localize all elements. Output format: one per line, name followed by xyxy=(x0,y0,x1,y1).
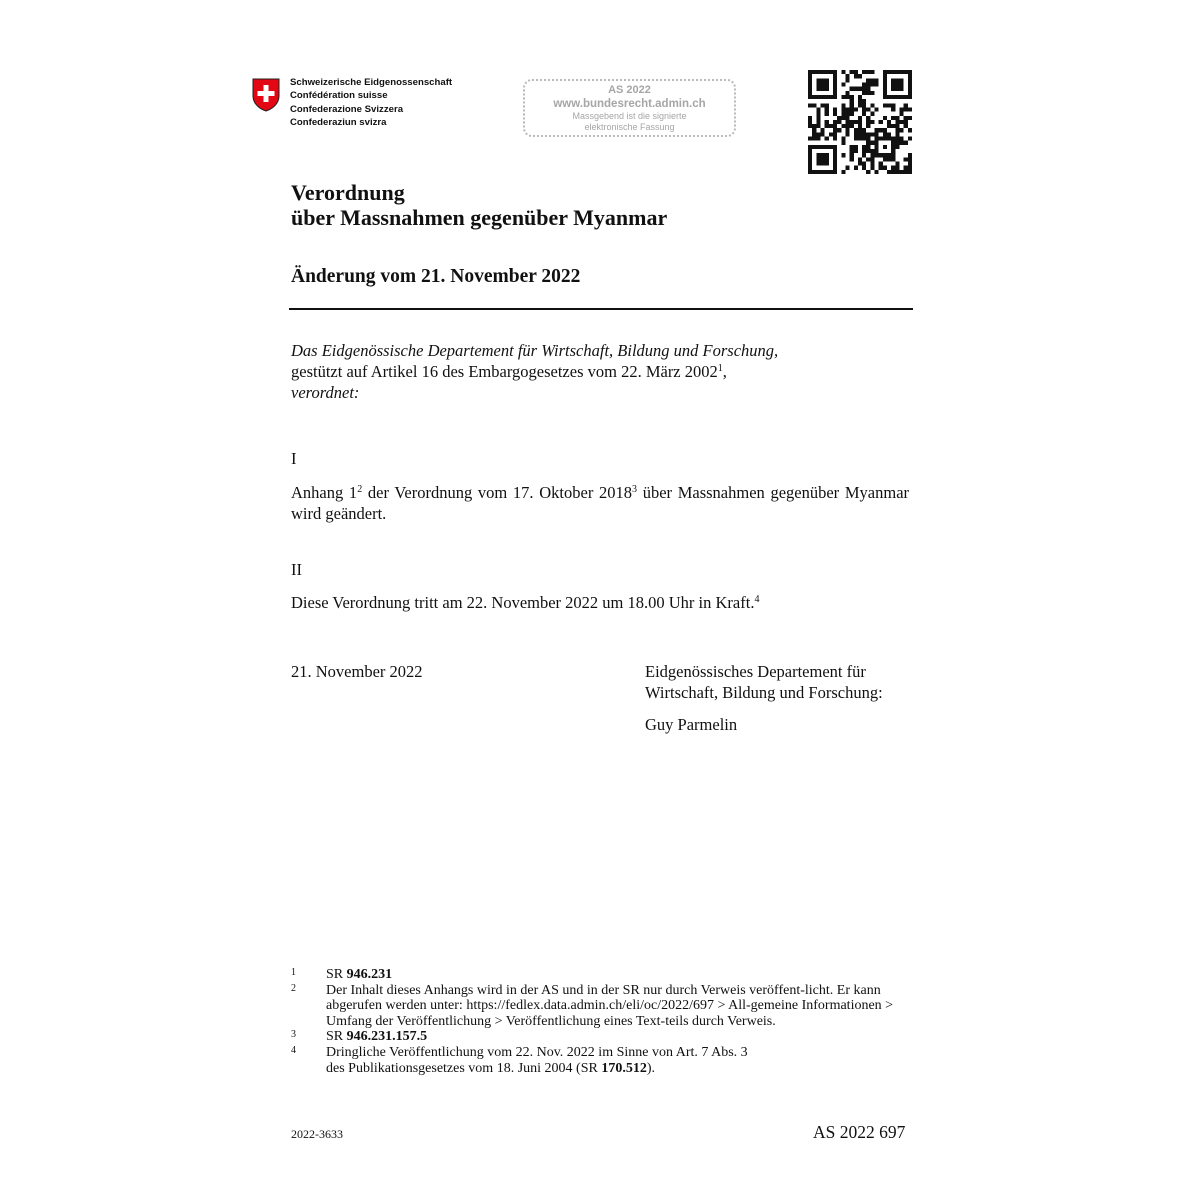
footnote-4-sr-number: 170.512 xyxy=(601,1060,647,1076)
footnote-2-number: 2 xyxy=(291,982,296,994)
section-1-text-c: über Massnahmen gegenüber Myanmar wird geändert. xyxy=(291,483,910,523)
title-line-1: Verordnung xyxy=(291,180,405,205)
preamble-basis-end: , xyxy=(722,362,727,381)
footnote-ref-3: 3 xyxy=(632,484,638,495)
signatory-name: Guy Parmelin xyxy=(645,715,738,734)
footnote-1-text xyxy=(326,967,911,983)
footnote-2 xyxy=(291,983,911,1030)
footnote-1-number: 1 xyxy=(291,967,296,978)
section-1-text xyxy=(291,482,909,524)
signature-department-line-2: Wirtschaft, Bildung und Forschung: xyxy=(645,683,883,702)
footnote-3-sr-number: 946.231.157.5 xyxy=(346,1029,428,1045)
signature-department-line-1: Eidgenössisches Departement für xyxy=(645,662,866,681)
section-heading-2: II xyxy=(291,560,302,579)
footnote-4-number: 4 xyxy=(291,1044,296,1056)
signature-date: 21. November 2022 xyxy=(291,662,423,681)
federal-logo xyxy=(252,76,452,129)
amendment-date: Änderung vom 21. November 2022 xyxy=(291,266,581,287)
preamble-basis xyxy=(291,361,778,382)
footnote-4-end: ). xyxy=(646,1060,655,1076)
footnote-ref-4: 4 xyxy=(754,594,760,605)
preamble-decree: verordnet: xyxy=(291,383,360,402)
preamble xyxy=(291,340,778,403)
footnote-1 xyxy=(291,967,911,983)
stamp-line-4: elektronische Fassung xyxy=(584,122,675,132)
document-number: 2022-3633 xyxy=(291,1127,343,1141)
footnotes xyxy=(291,967,911,1076)
document-title xyxy=(291,180,667,230)
qr-code-icon xyxy=(808,70,912,174)
preamble-basis-text: gestützt auf Artikel 16 des Embargogesetzes vom 22. März 2002 xyxy=(291,362,718,381)
footnote-3-text xyxy=(326,1029,911,1045)
footnote-ref-1: 1 xyxy=(717,363,723,374)
stamp-line-2: www.bundesrecht.admin.ch xyxy=(553,98,706,110)
official-compilation-reference: AS 2022 697 xyxy=(813,1122,906,1142)
signature-department xyxy=(645,661,883,703)
footnote-2-text: Der Inhalt dieses Anhangs wird in der AS und in der SR nur durch Verweis veröffent-licht. Er kann abgerufen werden unter: https://fedlex.data.admin.ch/eli/oc/2022/697 > All-gemeine Informationen > Umfang der Veröffentlichung > Veröffentlichung eines Text-teils durch Verweis. xyxy=(326,982,894,1029)
footnote-4-line-1: Dringliche Veröffentlichung vom 22. Nov. 2022 im Sinne von Art. 7 Abs. 3 xyxy=(326,1044,748,1060)
confederation-name-it: Confederazione Svizzera xyxy=(290,103,404,115)
footnote-3-number: 3 xyxy=(291,1029,296,1041)
footnote-ref-2: 2 xyxy=(357,484,363,495)
section-heading-1: I xyxy=(291,449,297,468)
section-2-text-main: Diese Verordnung tritt am 22. November 2022 um 18.00 Uhr in Kraft. xyxy=(291,593,755,612)
confederation-name-rm: Confederaziun svizra xyxy=(290,116,387,128)
footnote-1-sr-number: 946.231 xyxy=(346,967,393,982)
footnote-1-prefix: SR xyxy=(326,967,347,982)
footnote-4-text xyxy=(326,1045,911,1076)
stamp-line-3: Massgebend ist die signierte xyxy=(572,111,687,121)
footnote-3-prefix: SR xyxy=(326,1029,347,1045)
section-2-text xyxy=(291,592,759,613)
confederation-name-fr: Confédération suisse xyxy=(290,90,388,102)
publication-stamp xyxy=(523,79,736,137)
preamble-authority: Das Eidgenössische Departement für Wirtschaft, Bildung und Forschung, xyxy=(291,341,779,360)
footnote-3 xyxy=(291,1029,911,1045)
swiss-shield-icon xyxy=(252,78,280,112)
section-1-text-a: Anhang 1 xyxy=(291,483,358,502)
footnote-4-line-2: des Publikationsgesetzes vom 18. Juni 2004 (SR xyxy=(326,1060,602,1076)
stamp-line-1: AS 2022 xyxy=(608,84,651,96)
section-1-text-b: der Verordnung vom 17. Oktober 2018 xyxy=(362,483,633,502)
confederation-names xyxy=(290,76,452,129)
title-line-2: über Massnahmen gegenüber Myanmar xyxy=(291,205,668,230)
confederation-name-de: Schweizerische Eidgenossenschaft xyxy=(290,77,453,88)
footnote-4 xyxy=(291,1045,911,1076)
title-divider xyxy=(289,308,913,310)
